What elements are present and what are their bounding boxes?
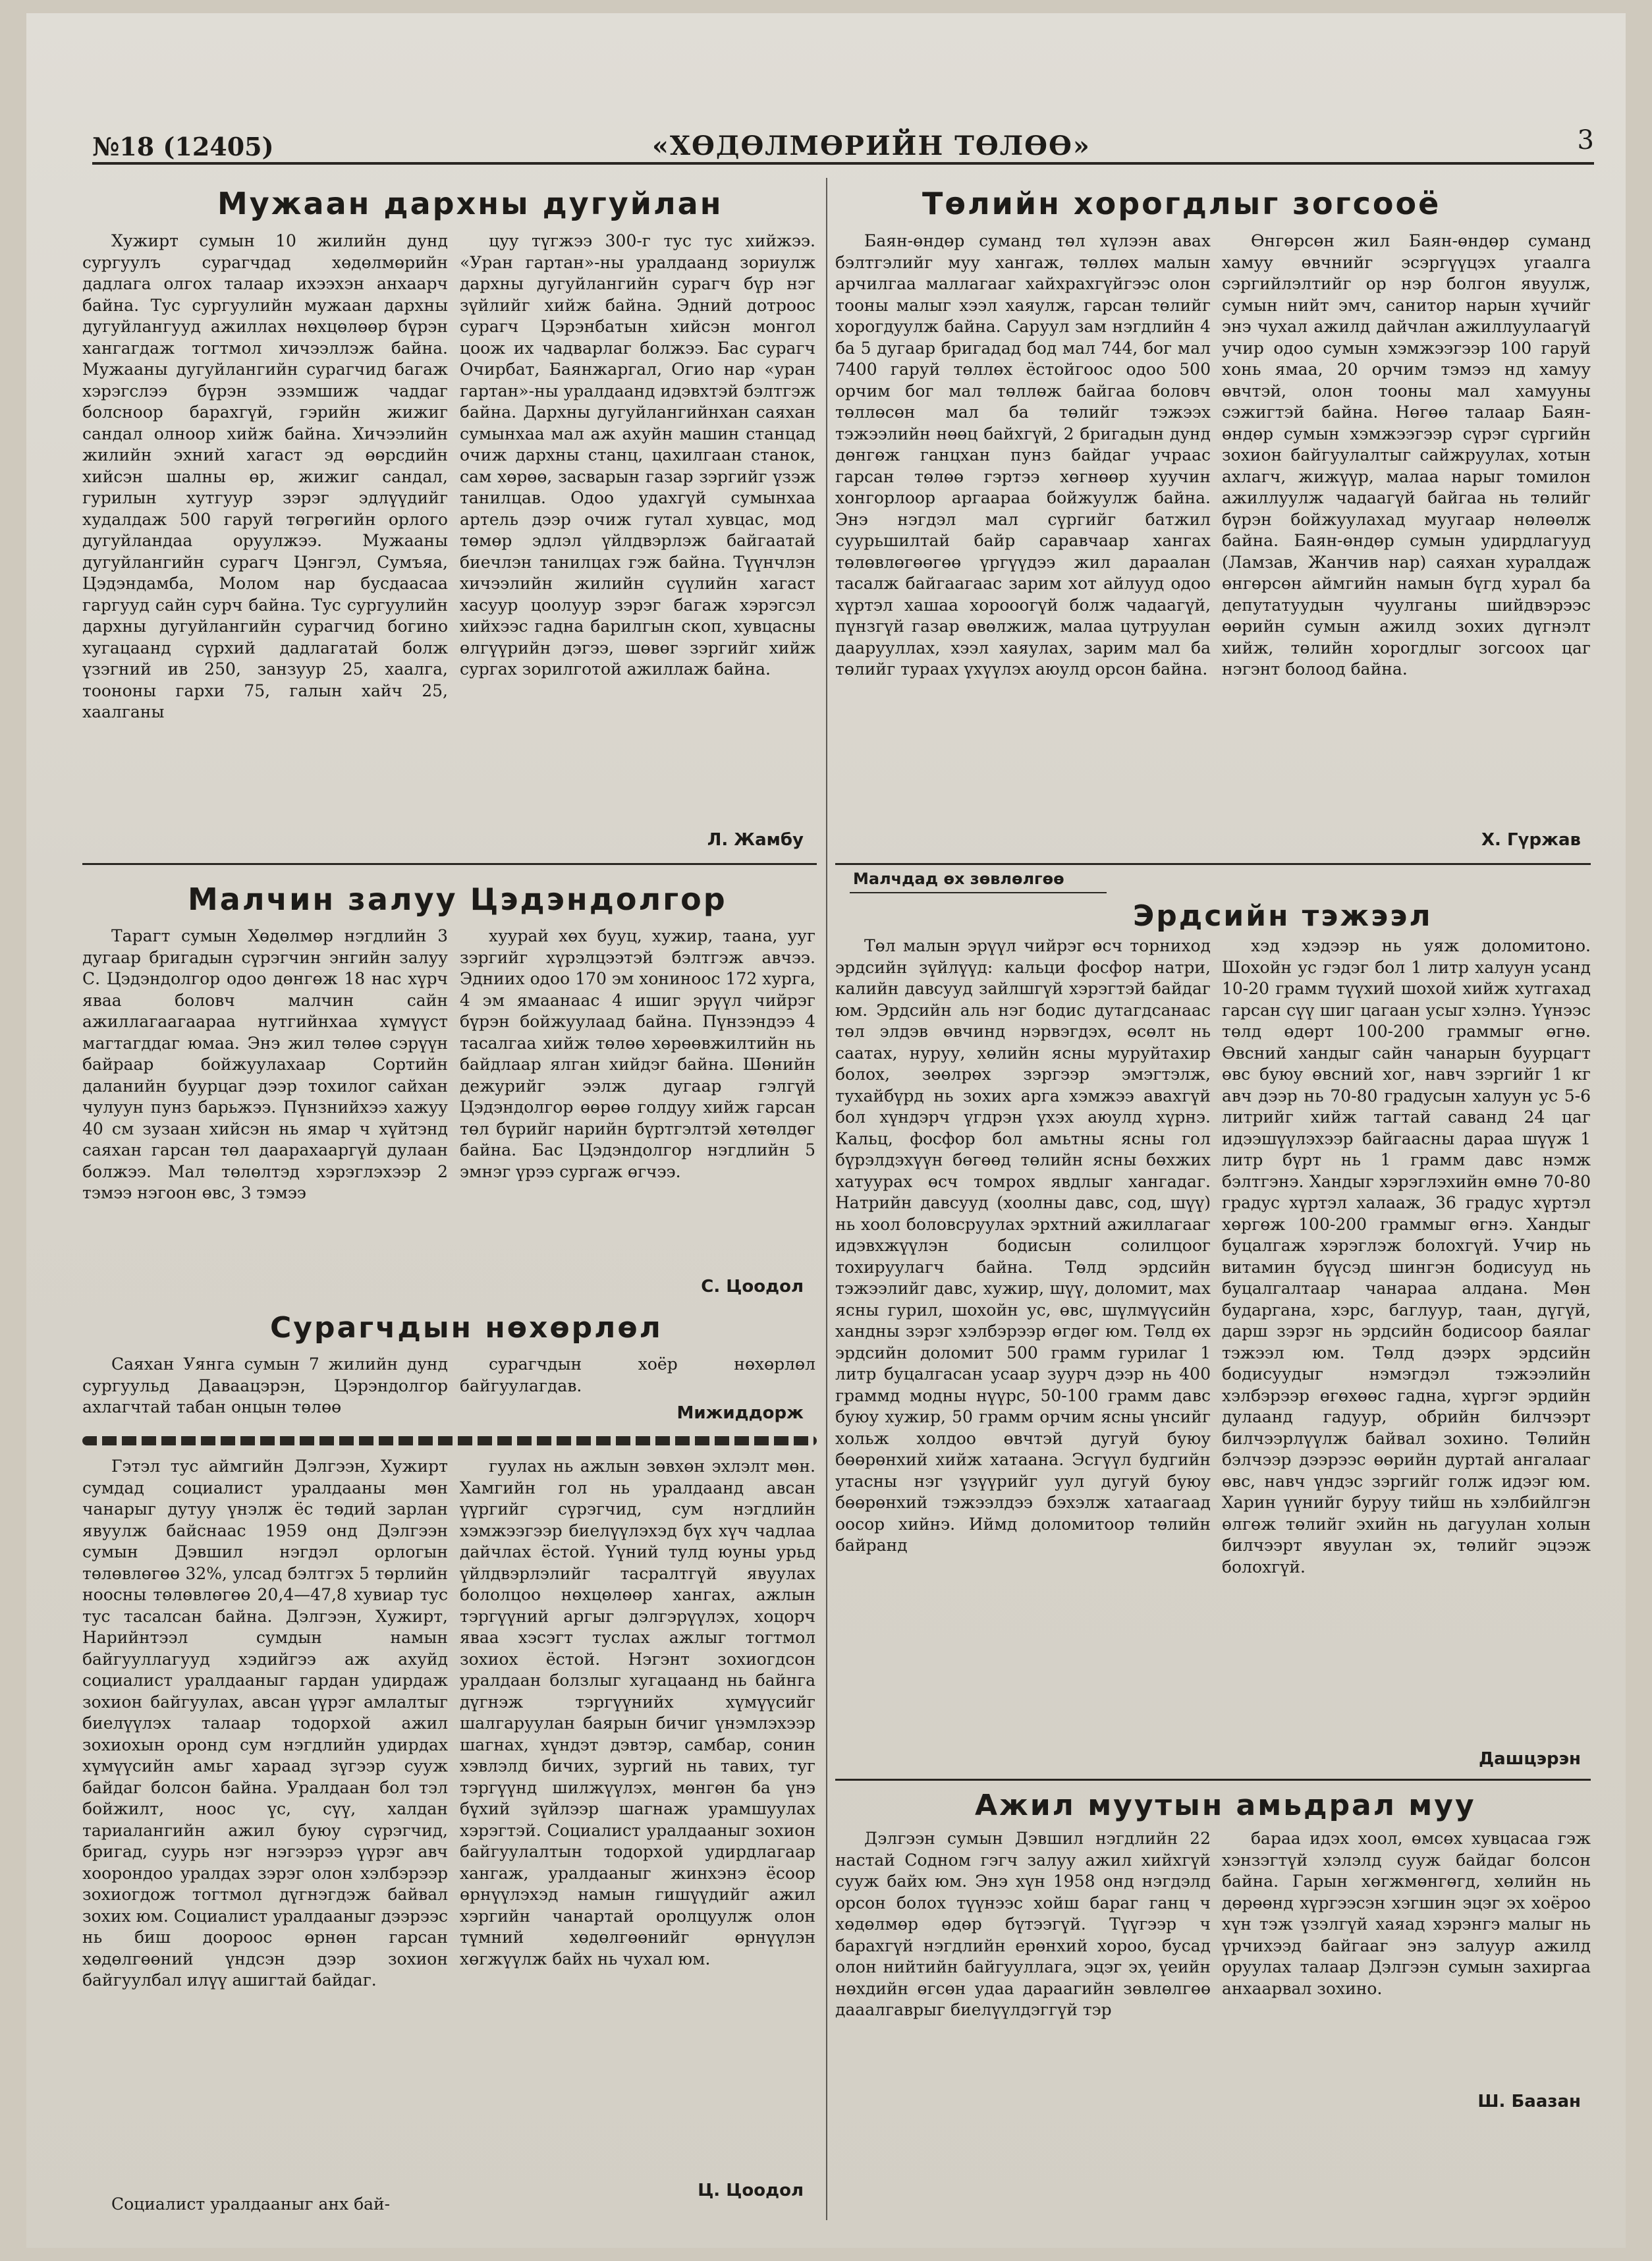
signature-erdes: Дашцэрэн — [1479, 1749, 1581, 1769]
article-title-tol: Төлийн хорогдлыг зогсооё — [922, 186, 1441, 221]
signature-malchin: С. Цоодол — [701, 1277, 804, 1297]
column-divider — [826, 178, 827, 2220]
kicker-underline — [850, 892, 1107, 893]
section-rule — [835, 1779, 1591, 1781]
page-number: 3 — [1577, 125, 1594, 155]
article-text: Хужирт сумын 10 жилийн дунд сургуулъ сурагчдад хөдөлмөрийн дадлага олгох талаар ихээхэн анхаарч байна. Тус сургуулийн мужаан дархны дугуйлангууд ажиллах нөхцөлөөр бүрэн хангагдаж тогтмол хичээллэж байна. Мужааны дугуйлангийн сурагчид багаж хэрэгслээ бүрэн эзэмшиж чаддаг болсноор барахгүй, гэрийн жижиг сандал олноор хийж байна. Хичээлийн жилийн эхний хагаст эд өөрсдийн хийсэн шалны өр, жижиг сандал, гурилын хутгуур зэрэг эдлүүдийг худалдаж 500 гаруй төгрөгийн орлого дугуйландаа оруулжээ. Мужааны дугуйлангийн сурагч Цэнгэл, Сумъяа, Цэдэндамба, Молом нар бусдаасаа гаргууд сайн сурч байна. Тус сургуулийн дархны дугуйлангийн сурагчид богино хугацаанд сүрхий дадлагатай болж үзэгний ив 250, занзуур 25, хаалга, тоононы гархи 75, галын хайч 25, хаалганы — [82, 231, 448, 721]
article-malchin-col2 — [460, 926, 815, 1268]
section-rule — [835, 863, 1591, 865]
article-text: Баян-өндөр суманд төл хүлээн авах бэлтгэлийг муу хангаж, төллөх малын арчилгаа маллагааг хайхрахгүйгээс олон тооны малыг хээл хаяулж, гарсан төлийг хорогдуулж байна. Саруул зам нэгдлийн 4 ба 5 дугаар бригадад бод мал 744, бог мал 7400 гаруй төллөх ёстойгоос одоо 500 орчим бог мал төллөж байгаа боловч төллөсөн мал ба төлийг тэжээх тэжээлийн нөөц байхгүй, 2 бригадын дунд дөнгөж ганцхан пунз байдаг учраас гарсан төлөө гэртээ хөгнөөр хуучин хонгорлоор аргаараа бойжуулж байна. Энэ нэгдэл мал сүргийг батжил суурьшилтай байр саравчаар хангах төлөвлөгөөгөө үргүүдээ жил дараалан тасалж байгаагаас зарим хот айлууд одоо хүртэл хашаа хорооогүй болж чадаагүй, пүнзгүй газар өвөлжиж, малаа цутруулан даарууллах, хээл хаяулах, зарим мал ба төлийг тураах үхүүлэх аюулд орсон байна. — [835, 231, 1211, 679]
article-text: цуу түгжээ 300-г тус тус хийжээ. «Уран гартан»-ны уралдаанд зориулж дархны дугуйлангийн сурагч бүр нэг зүйлийг хийж байна. Эдний дотроос сурагч Цэрэнбатын хийсэн монгол цоож их чадварлаг болжээ. Бас сурагч Очирбат, Баянжаргал, Огио нар «уран гартан»-ны уралдаанд идэвхтэй бэлтгэж байна. Дархны дугуйлангийнхан саяхан сумынхаа мал аж ахуйн машин станцад очиж дархны станц, цахилгаан станок, сам хөрөө, засварын газар зэргийг үзэж танилцав. Одоо удахгүй сумынхаа артель дээр очиж гутал хувцас, мод төмөр эдлэл үйлдвэрлэж байгаатай биечлэн танилцах гэж байна. Түүнчлэн хичээлийн жилийн сүүлийн хагаст хасуур цоолуур зэрэг багаж хэрэгсэл хийхээс гадна барилгын скоп, хувцасны өлгүүрийн дэгээ, шөвөг зэргийг хийж сургах зорилготой ажиллаж байна. — [460, 231, 815, 679]
signature-socialist: Ц. Цоодол — [698, 2181, 804, 2200]
article-socialist-col1 — [82, 1456, 448, 2191]
masthead-rule — [92, 162, 1594, 165]
article-suragchid-col2 — [460, 1354, 815, 1400]
article-tol-col2 — [1222, 231, 1591, 823]
article-text: Гэтэл тус аймгийн Дэлгээн, Хужирт сумдад социалист уралдааны мөн чанарыг дутуу үнэлж ёс төдий зарлан явуулж байснаас 1959 онд Дэлгээн сумын Дэвшил нэгдэл орлогын төлөвлөгөө 32%, улсад бэлтгэх 5 төрлийн нооcны төлөвлөгөө 20,4—47,8 хувиар тус тус тасалсан байна. Дэлгээн, Хужирт, Нарийнтээл сумдын намын байгууллагууд хэдийгээ аж ахуйд социалист уралдааныг гардан удирдаж зохион байгуулах, авсан үүрэг амлалтыг биелүүлэх талаар тодорхой ажил зохиохын оронд сум нэгдлийн удирдах хүмүүсийн амьг хараад зүгээр сууж байдаг болсон байна. Уралдаан бол тэл бойжилт, ноос үс, сүү, халдан тариалангийн ажил буюу сүрэгчид, бригад, суурь нэг нэгээрээ үүрэг авч хоорондоо уралдах зэрэг олон хэлбэрээр зохиогдож тогтмол дүгнэгдэж байвал зохих юм. Социалист уралдааныг дээрээс нь биш доороос өрнөн гарсан хөдөлгөөний үндсэн дээр зохион байгуулбал илүү ашигтай байдаг. — [82, 1457, 448, 1990]
article-tol-col1 — [835, 231, 1211, 850]
signature-ajil: Ш. Баазан — [1477, 2092, 1581, 2111]
article-title-erdes: Эрдсийн тэжээл — [1133, 899, 1433, 933]
article-mujaan-col2 — [460, 231, 815, 823]
article-mujaan-col1 — [82, 231, 448, 850]
article-text: Төл малын эрүүл чийрэг өсч торниход эрдсийн зүйлүүд: кальци фосфор натри, калийн давсууд зайлшгүй хэрэгтэй байдаг юм. Эрдсийн аль нэг бодис дутагдсанаас төл элдэв өвчинд нэрвэгдэх, өсөлт нь саатах, нуруу, хөлийн ясны муруйтахир болох, зөөлрөх зэргээр эмэгтэлж, тухайбүрд нь зохих арга хэмжээ авахгүй бол хүндэрч үгдрэн үхэх аюулд хүрнэ. Кальц, фосфор бол амьтны ясны гол бүрэлдэхүүн бөгөөд төлийн ясны бөхжих хатуурах өсч томрох явдлыг хангадаг. Натрийн давсууд (хоолны давс, сод, шүү) нь хоол боловсруулах эрхтний ажиллагааг идэвхжүүлэн бодисын солилцоог тохируулагч байна. Төлд эрдсийн тэжээлийг давс, хужир, шүү, доломит, мах ясны гурил, шохойн ус, өвс, шүлмүүсийн хандны зэрэг хэлбэрээр өгдөг юм. Төлд өх эрдсийн доломит 500 грамм гурилаг 1 литр буцалгасан усаар зуурч дээр нь 400 граммд модны нүүрс, 50-100 грамм давс буюу хужир, 50 грамм орчим ясны үнсийг хольж холдоо өвчтэй дугуй буюу бөөрөнхий хийж хатаана. Эсгүүл будгийн утасны нэг үзүүрийг уул дугуй буюу бөөрөнхий тэжээлдээ бэхэлж хатаагаад оосор хийнэ. Иймд доломитоор төлийн байранд — [835, 936, 1211, 1555]
article-text: Саяхан Уянга сумын 7 жилийн дунд сургуульд Даваацэрэн, Цэрэндолгор ахлагчтай табан онцын төлөө — [82, 1354, 448, 1416]
article-erdes-col1 — [835, 935, 1211, 1769]
article-text: гуулах нь ажлын зөвхөн эхлэлт мөн. Хамгийн гол нь уралдаанд авсан үүргийг сүрэгчид, сум нэгдлийн хэмжээгээр биелүүлэхэд бүх хүч чадлаа дайчлах ёстой. Үүний тулд юуны урьд үйлдвэрлэлийг тасралтгүй явуулах бололцоо нөхцөлөөр хангах, ажлын тэргүүний аргыг дэлгэрүүлэх, хоцорч яваа хэсэгт туслах ажлыг тогтмол зохиох ёстой. Нэгэнт зохиогдсон уралдаан болзлыг хугацаанд нь байнга дүгнэж тэргүүнийх хүмүүсийг шалгаруулан баярын бичиг үнэмлэхээр шагнах, хүндэт дэвтэр, самбар, сонин хэвлэлд бичих, зургий нь тавих, туг тэргүүнд шилжүүлэх, мөнгөн ба үнэ бүхий зүйлээр шагнаж урамшуулах хэрэгтэй. Социалист уралдааныг зохион байгуулалтын тодорхой удирдлагаар хангаж, уралдааныг жинхэнэ ёсоор өрнүүлэхэд намын гишүүдийг ажил хэргийн чанартай оролцуулж олон түмний хөдөлгөөнийг өрнүүлэн хөгжүүлж байх нь чухал юм. — [460, 1457, 815, 1968]
article-text: Өнгөрсөн жил Баян-өндөр суманд хамуу өвчнийг эсэргүүцэх угаалга сэргийлэлтийг ор нэр болгон явуулж, сумын нийт эмч, санитор нарын хүчийг энэ чухал ажилд дайчлан ажиллуулаагүй учир одоо сумын хэмжээгээр 100 гаруй хонь ямаа, 20 орчим тэмээ нд хамуу өвчтэй, олон тооны мал хамууны сэжигтэй байна. Нөгөө талаар Баян-өндөр сумын хэмжээгээр сүрэг сүргийн зохион байгуулалтыг сайжруулах, хотын ахлагч, жижүүр, малаа нарыг томилон ажиллуулж чадаагүй байгаа нь төлийг бүрэн бойжуулахад муугаар нөлөөлж байна. Баян-өндөр сумын удирдлагууд (Ламзав, Жанчив нар) саяхан хуралдаж өнгөрсөн аймгийн намын бүгд хурал ба депутатуудын чуулганы шийдвэрээс өөрийн сумын ажилд зохих дүгнэлт хийж, төлийн хорогдлыг зогсоох цаг нэгэнт болоод байна. — [1222, 231, 1591, 679]
article-malchin-col1 — [82, 926, 448, 1311]
article-text: сурагчдын хоёр нөхөрлөл байгуулагдав. — [460, 1354, 815, 1395]
signature-suragchid: Мижиддорж — [676, 1403, 804, 1423]
article-ajil-col1 — [835, 1828, 1211, 2108]
article-text: бараа идэх хоол, өмсөх хувцасаа гэж хэнзэгтүй хэлэлд сууж байдаг болсон байна. Гарын хөгжмөнгөгд, хөлийн нь дөрөөнд хүргээсэн хэгшин эцэг эх хоёроо хүн тэж үзэлгүй хаяад хэрэнгэ малыг нь үрчихээд байгааг энэ залуур ажилд оруулах талаар Дэлгээн сумын захиргаа анхаарвал зохино. — [1222, 1829, 1591, 1998]
article-text: Тарагт сумын Хөдөлмөр нэгдлийн 3 дугаар бригадын сүрэгчин энгийн залуу С. Цэдэндолгор одоо дөнгөж 18 нас хүрч явaa боловч малчин сайн ажиллагаагаараа нутгийнхаа хүмүүст магтагддаг юмаа. Энэ жил төлөө сэрүүн байраар бойжуулахаар Сортийн даланийн буурцаг дээр тохилог сайхан чулуун пунз барьжээ. Пүнзнийхээ хажуу 40 см зузаан хийсэн нь ямар ч хүйтэнд саяхан гарсан төл даарахааргүй дулаан болжээ. Мал төлөлтэд хэрэглэхээр 2 тэмээ нэгоон өвс, 3 тэмээ — [82, 926, 448, 1202]
article-text: хэд хэдээр нь уяж доломитоно. Шохойн ус гэдэг бол 1 литр халуун усанд 10-20 грамм түүхий шохой хийж хутгахад гарсан сүү шиг цагаан усыг хэлнэ. Үүнээс төлд өдөрт 100-200 граммыг өгнө. Өвсний хандыг сайн чанарын буурцагт өвс буюу өвсний хог, навч зэргийг 1 кг авч дээр нь 70-80 градусын халуун ус 5-6 литрийг хийж тагтай саванд 24 цаг идээшүүлэхээр байгаасны дараа шүүж 1 литр бүрт нь 1 грамм давс нэмж бэлтгэнэ. Хандыг хэрэглэхийн өмнө 70-80 градус хүртэл халааж, 36 градус хүртэл хөргөж 100-200 граммыг өгнэ. Хандыг буцалгаж хэрэглэж болохгүй. Учир нь витамин бүүсэд шингэн бодисууд нь буцалгалтаар чанараа алдана. Мөн бударгана, хэрс, баглуур, таан, дүгүй, дарш зэрэг нь эрдсийн бодисоор баялаг тэжээл юм. Төлд дээрх эрдсийн бодисуудыг нэмэгдэл тэжээлийн хэлбэрээр өгөхөөс гадна, хүргэг эрдийн дулаанд гадуур, обрийн билчээрт билчээрлүүлж байвал зохино. Төлийн бэлчээр дээрээс өөрийн дуртай ангалааг өвс, навч үндэс зэргийг голж идээг юм. Харин үүнийг буруу тийш нь хэлбийлгэн өлгөж төлийг эхийн нь дагуулан холын билчээрт явуулан эх, төлийг эцээж болохгүй. — [1222, 936, 1591, 1577]
signature-mujaan: Л. Жамбу — [707, 830, 804, 850]
article-text: Социалист уралдааныг анх бай- — [111, 2194, 391, 2214]
article-text: хуурай хөх бууц, хужир, таана, ууг зэргийг хүрэлцээтэй бэлтгэж авчээ. Эдниих одоо 170 эм хониноос 172 хурга, 4 эм ямаанаас 4 ишиг эрүүл чийрэг бүрэн бойжуулаад байна. Пүнзэндээ 4 тасалгаа хийж төлөө хөрөөвжилтийн нь байдлаар ялган хийдэг байна. Шөнийн дежурийг ээлж дугаар гэлгүй Цэдэндолгор өөрөө голдуу хийж гарсан төл бүрийг нарийн бүртгэлтэй хөтөлдөг байна. Бас Цэдэндолгор нэгдлийн 5 эмнэг үрээ сургаж өгчээ. — [460, 926, 815, 1181]
article-text: Дэлгээн сумын Дэвшил нэгдлийн 22 настай Содном гэгч залуу ажил хийхгүй сууж байх юм. Энэ хүн 1958 онд нэгдэлд орсон болох түүнээс хойш бараг ганц ч хөдөлмөр өдөр бүтээгүй. Түүгээр ч барахгүй нэгдлийн ерөнхий хороо, бусад олон нийтийн байгууллага, эцэг эх, үеийн нөхдийн өгсөн удаа дараагийн зөвлөлгөө дааалгаврыг биелүүлдэггүй тэр — [835, 1829, 1211, 2019]
article-title-malchin: Малчин залуу Цэдэндолгор — [188, 881, 727, 917]
masthead — [92, 125, 1594, 165]
wavy-separator — [82, 1436, 817, 1445]
article-title-mujaan: Мужаан дархны дугуйлан — [217, 186, 723, 221]
article-title-suragchid: Сурагчдын нөхөрлөл — [270, 1311, 663, 1345]
article-suragchid-col1 — [82, 1354, 448, 1420]
article-socialist-col2 — [460, 1456, 815, 2174]
newspaper-page — [26, 13, 1626, 2248]
section-rule — [82, 863, 817, 865]
newspaper-title: «ХӨДӨЛМӨРИЙН ТӨЛӨӨ» — [652, 130, 1091, 161]
article-title-ajil: Ажил муутын амьдрал муу — [975, 1789, 1476, 1822]
kicker-erdes: Малчдад өх зөвлөлгөө — [853, 870, 1064, 888]
issue-number: №18 (12405) — [92, 132, 274, 161]
article-erdes-col2 — [1222, 935, 1591, 1743]
article-socialist-col1-end — [82, 2194, 448, 2220]
signature-tol: Х. Гүржав — [1481, 830, 1581, 850]
article-ajil-col2 — [1222, 1828, 1591, 2085]
